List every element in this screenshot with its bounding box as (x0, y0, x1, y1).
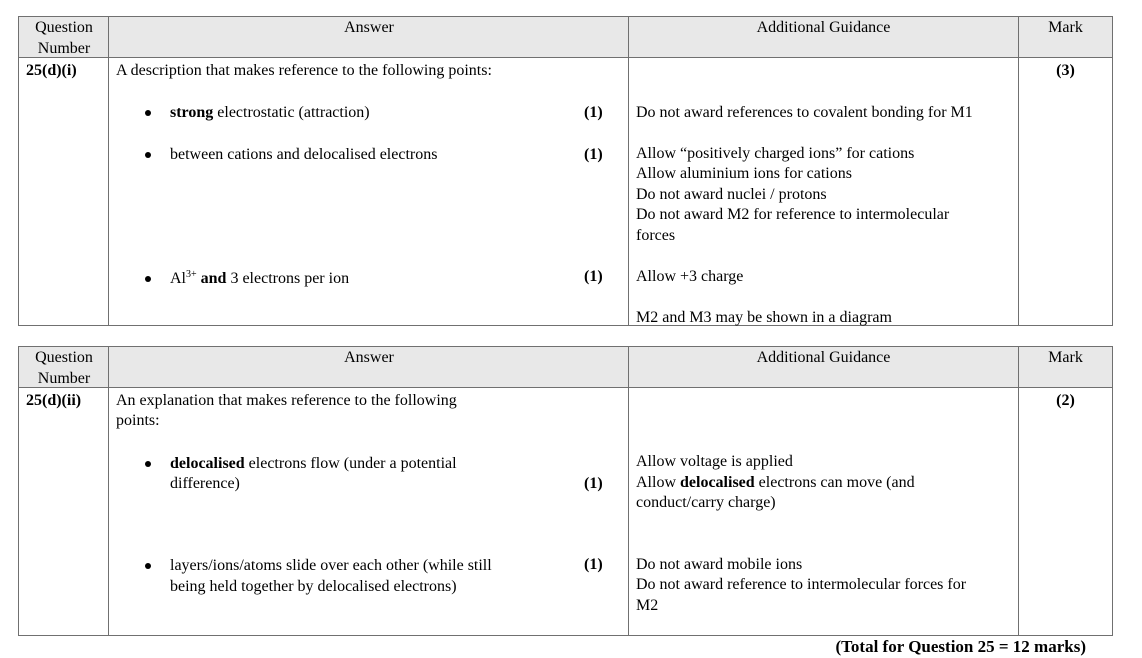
guidance-line: Do not award nuclei / protons (636, 186, 827, 203)
guidance-line: M2 (636, 597, 659, 614)
bullet-icon (145, 563, 151, 569)
header-question-number: Question Number (35, 19, 93, 57)
point-mark: (1) (584, 556, 603, 573)
bullet-icon (145, 110, 151, 116)
bullet-icon (145, 461, 151, 467)
total-mark: (2) (1056, 392, 1075, 409)
guidance-line: Do not award references to covalent bonding for M1 (636, 104, 973, 121)
question-number: 25(d)(ii) (26, 392, 82, 409)
guidance-line: Allow voltage is applied (636, 453, 793, 470)
bullet-icon (145, 152, 151, 158)
header-question-number: Question Number (35, 349, 93, 387)
guidance-line: conduct/carry charge) (636, 494, 776, 511)
total-mark: (3) (1056, 62, 1075, 79)
answer-point: $Al^{3+}$ and 3 electrons per ion (170, 269, 350, 287)
guidance-line: Do not award mobile ions (636, 556, 803, 573)
header-guidance: Additional Guidance (756, 19, 891, 36)
answer-point: between cations and delocalised electrons (170, 146, 438, 163)
markscheme-table-part-ii (18, 346, 1113, 636)
question-total: (Total for Question 25 = 12 marks) (835, 637, 1086, 656)
answer-point: difference) (170, 475, 240, 492)
guidance-line: forces (636, 227, 676, 244)
answer-point: strong electrostatic (attraction) (170, 104, 370, 121)
bullet-icon (145, 276, 151, 282)
header-mark: Mark (1048, 349, 1083, 366)
guidance-line: Allow aluminium ions for cations (636, 165, 852, 182)
point-mark: (1) (584, 146, 603, 163)
answer-intro: points: (116, 412, 160, 429)
point-mark: (1) (584, 268, 603, 285)
guidance-line: Do not award reference to intermolecular forces for (636, 576, 967, 593)
header-guidance: Additional Guidance (756, 349, 891, 366)
question-number: 25(d)(i) (26, 62, 77, 79)
header-answer: Answer (344, 19, 394, 36)
guidance-line: Allow delocalised electrons can move (and (636, 474, 915, 491)
header-answer: Answer (344, 349, 394, 366)
answer-point: delocalised electrons flow (under a potential (170, 455, 457, 472)
answer-intro: A description that makes reference to the following points: (116, 62, 492, 79)
answer-intro: An explanation that makes reference to the following (116, 392, 457, 409)
guidance-line: Do not award M2 for reference to intermolecular (636, 206, 950, 223)
answer-point: layers/ions/atoms slide over each other (while still (170, 557, 492, 574)
markscheme-table-part-i (18, 16, 1113, 326)
guidance-line: Allow “positively charged ions” for cations (636, 145, 915, 162)
answer-point: being held together by delocalised electrons) (170, 578, 457, 595)
point-mark: (1) (584, 104, 603, 121)
guidance-line: M2 and M3 may be shown in a diagram (636, 309, 892, 326)
guidance-line: Allow +3 charge (636, 268, 744, 285)
header-mark: Mark (1048, 19, 1083, 36)
point-mark: (1) (584, 475, 603, 492)
